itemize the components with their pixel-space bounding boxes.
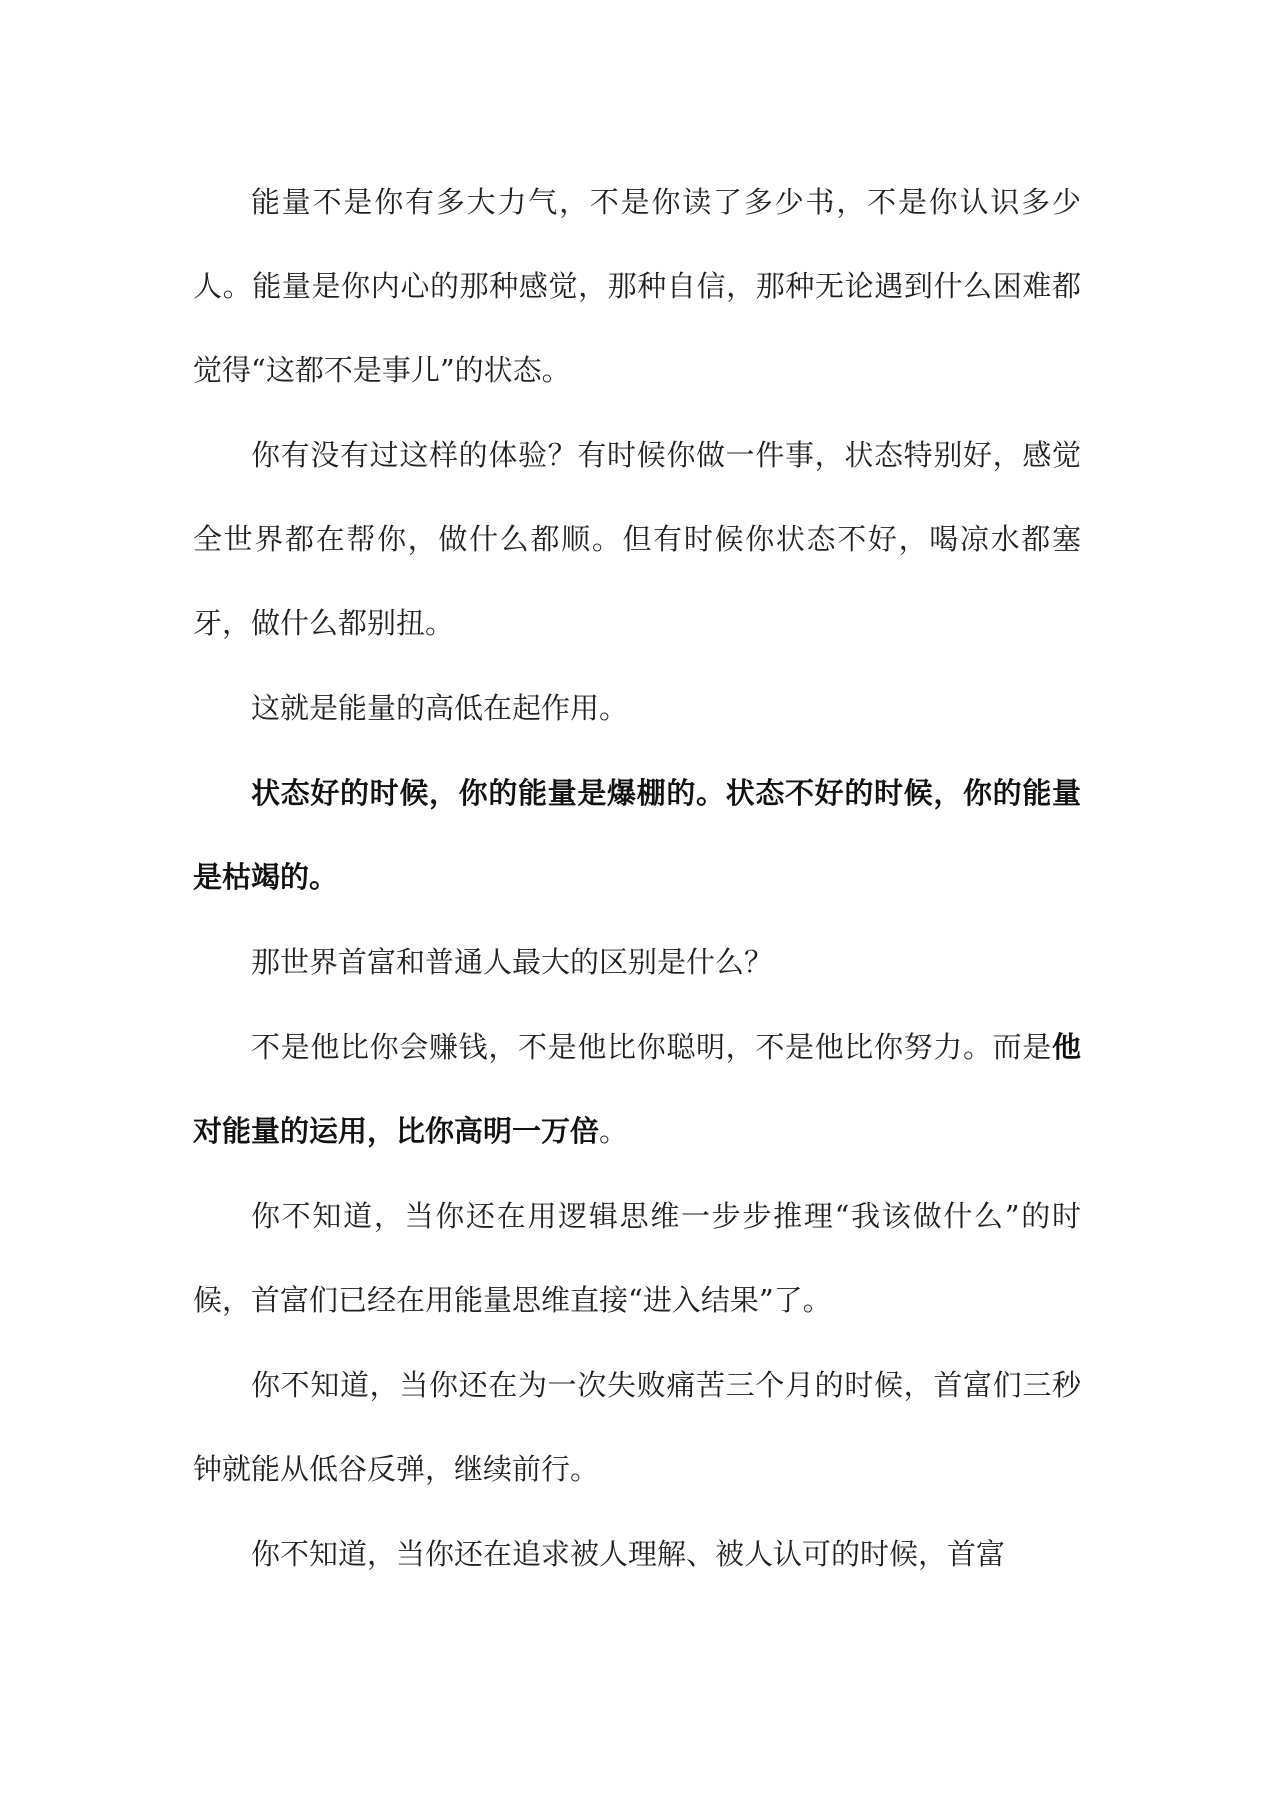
paragraph-logic-thinking: 你不知道，当你还在用逻辑思维一步步推理“我该做什么”的时候，首富们已经在用能量思维直接“进入结果”了。 [193,1199,1081,1317]
document-body [193,160,1081,1597]
paragraph-difference-bold: 他对能量的运用，比你高明一万倍 [193,1030,1081,1148]
paragraph-question: 那世界首富和普通人最大的区别是什么？ [251,945,774,979]
paragraph-energy-level: 这就是能量的高低在起作用。 [251,691,629,725]
paragraph-recognition: 你不知道，当你还在追求被人理解、被人认可的时候，首富 [251,1537,1006,1571]
paragraph-bold-state: 状态好的时候，你的能量是爆棚的。状态不好的时候，你的能量是枯竭的。 [193,776,1081,894]
paragraph-difference [193,1005,1081,1173]
paragraph-state-experience: 你有没有过这样的体验？有时候你做一件事，状态特别好，感觉全世界都在帮你，做什么都顺。但有时候你状态不好，喝凉水都塞牙，做什么都别扭。 [193,438,1081,640]
paragraph-difference-text: 不是他比你会赚钱，不是他比你聪明，不是他比你努力。而是 [251,1030,1052,1064]
paragraph-failure-rebound: 你不知道，当你还在为一次失败痛苦三个月的时候，首富们三秒钟就能从低谷反弹，继续前行。 [193,1368,1081,1486]
paragraph-energy-definition: 能量不是你有多大力气，不是你读了多少书，不是你认识多少人。能量是你内心的那种感觉，那种自信，那种无论遇到什么困难都觉得“这都不是事儿”的状态。 [193,185,1081,387]
paragraph-difference-end: 。 [599,1114,629,1148]
